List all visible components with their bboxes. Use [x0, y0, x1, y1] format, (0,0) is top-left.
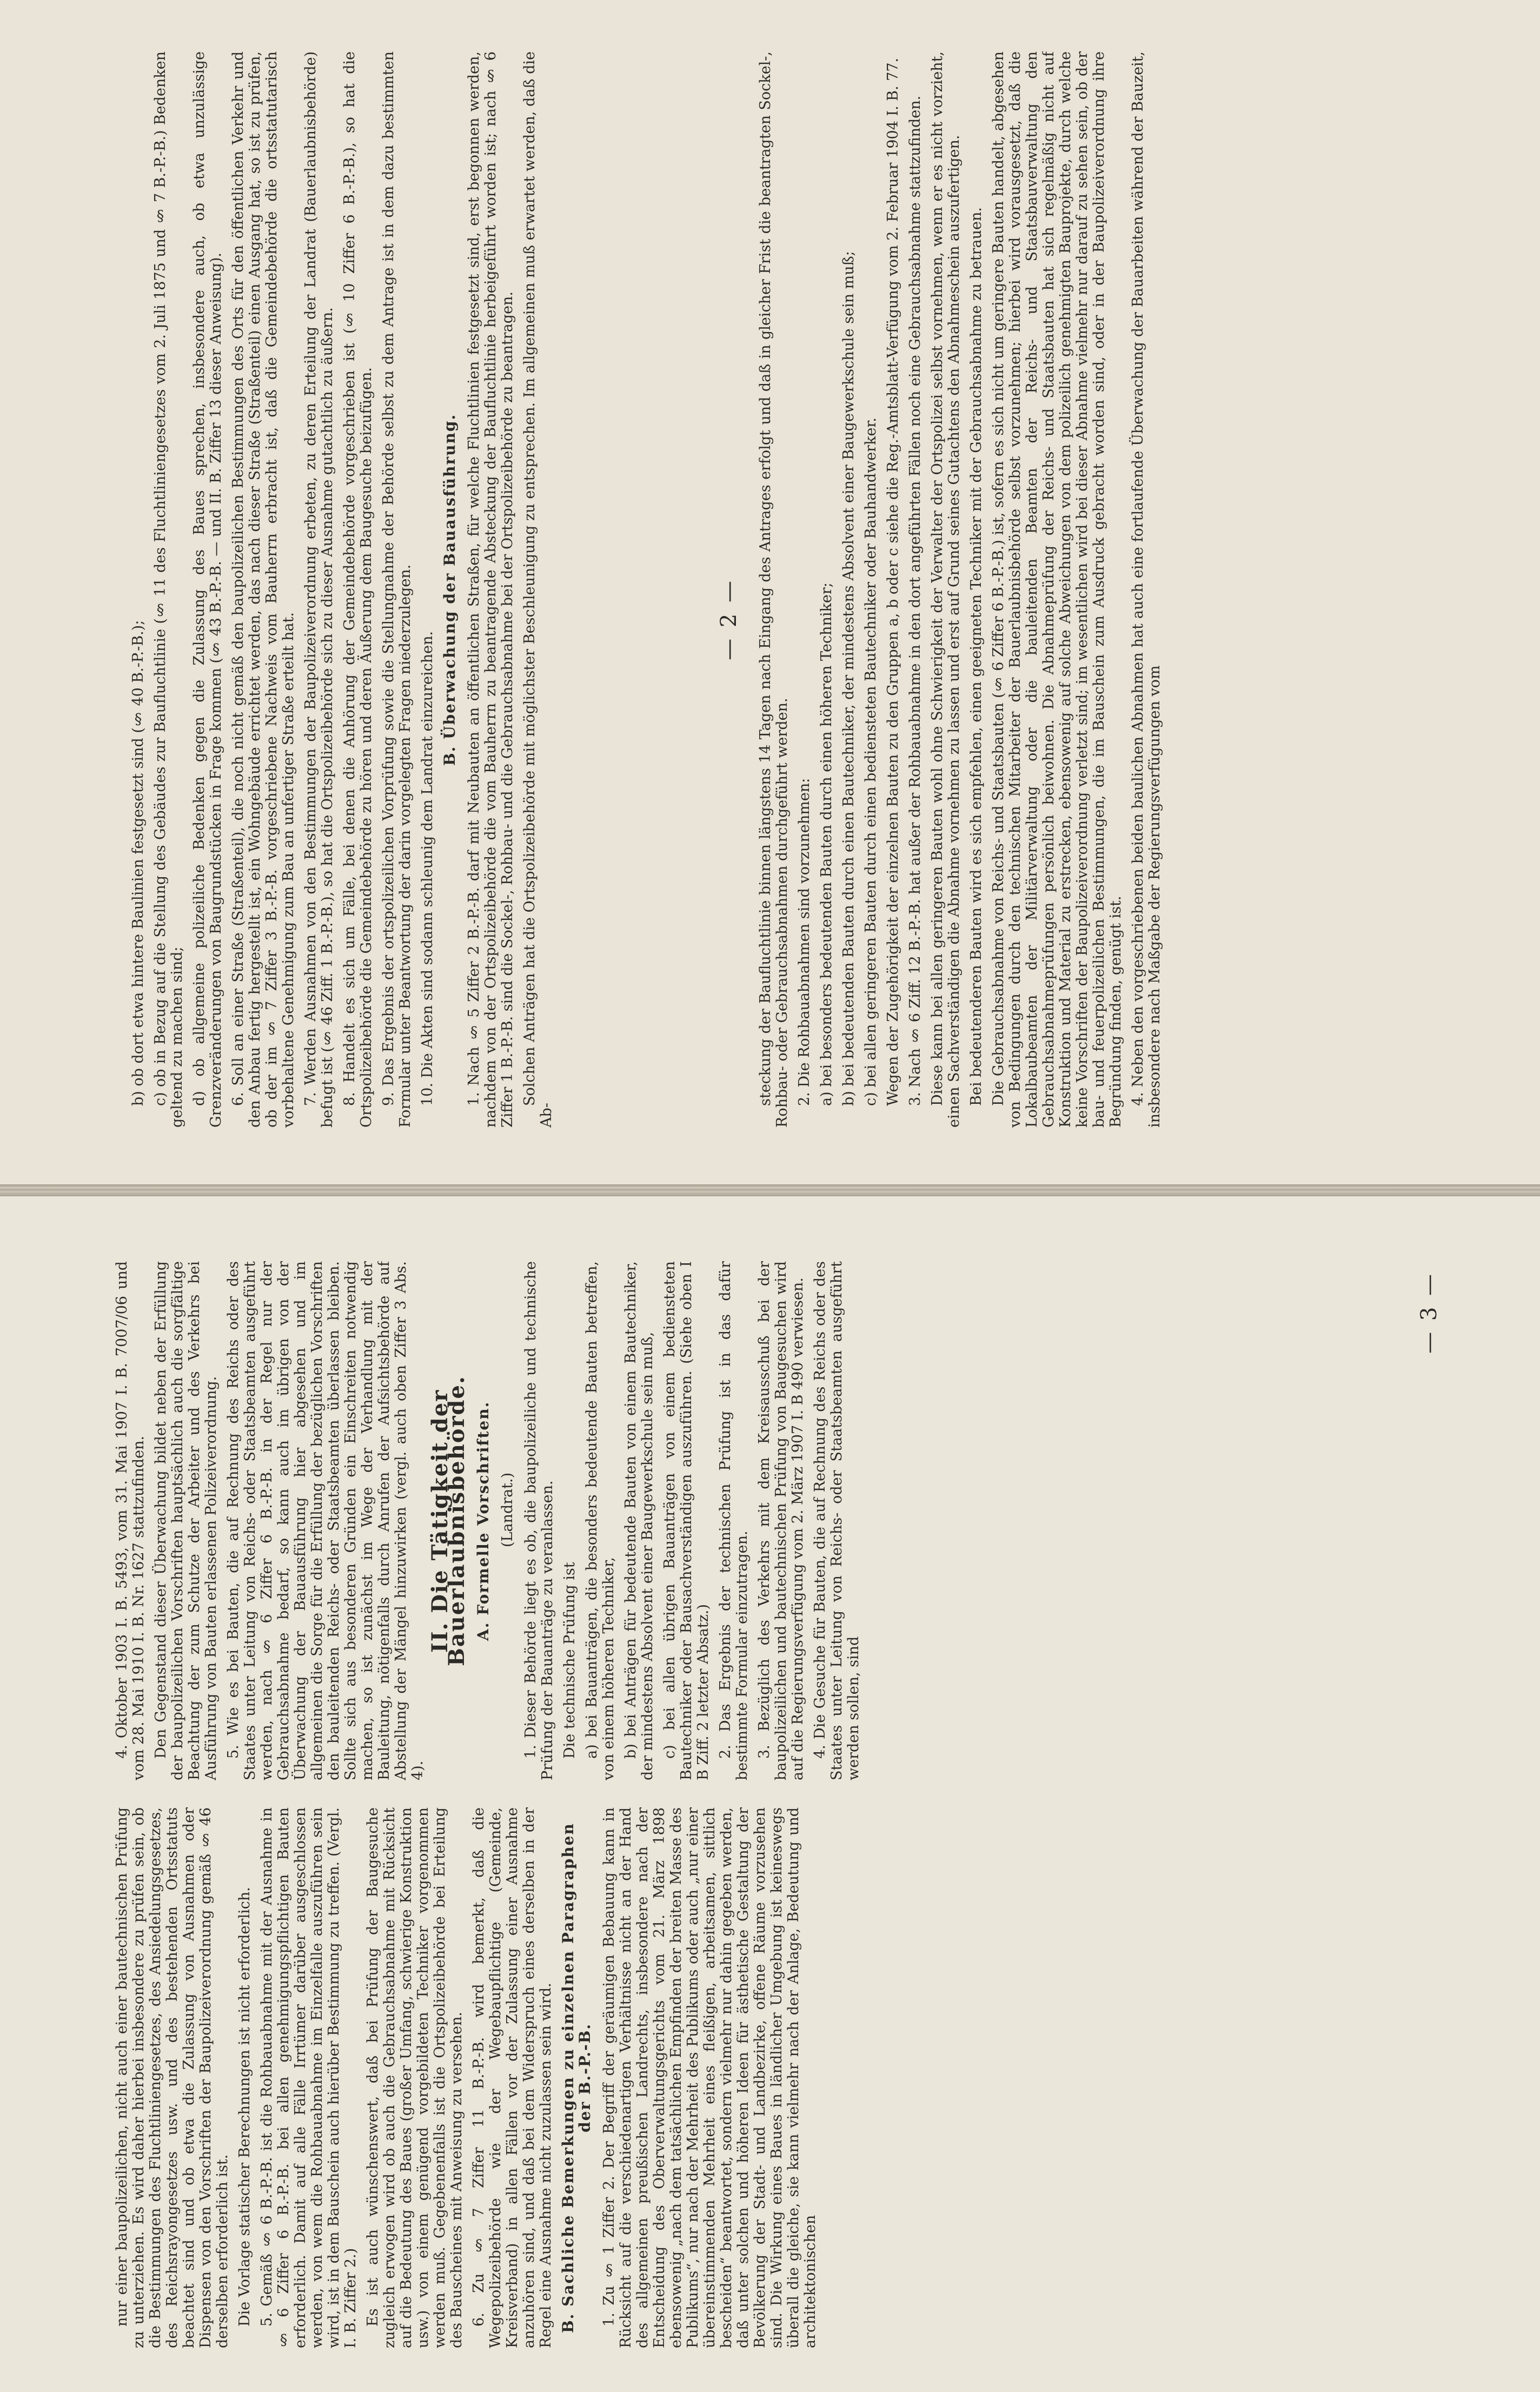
- text-column-left: [114, 1261, 1395, 1780]
- upper-page: [0, 0, 1540, 1185]
- text-column-right: [114, 1807, 1406, 2348]
- paragraph: 8. Handelt es sich um Fälle, bei denen die Anhörung der Gemeindebehörde vorgeschrieben ist (§ 10 Ziffer 6 B.-P.-B.), so hat die Ortspolizeibehörde die Gemeindebehörde zu hören und deren Äußerung dem Baugesuche beizufügen.: [341, 51, 375, 1128]
- paragraph: 2. Das Ergebnis der technischen Prüfung ist in das dafür bestimmte Formular einzutragen.: [717, 1261, 751, 1780]
- paragraph: steckung der Baufluchtlinie binnen längstens 14 Tagen nach Eingang des Antrages erfolgt und daß in gleicher Frist die beantragten Sockel-, Rohbau- oder Gebrauchsabnahmen durchgeführt werden.: [757, 51, 791, 1128]
- paragraph: 6. Zu § 7 Ziffer 11 B.-P.-B. wird bemerkt, daß die Wegepolizeibehörde wie der Wegebaupflichtige (Gemeinde, Kreisverband) in allen Fällen vor der Zulassung einer Ausnahme anzuhören sind, und daß bei dem Widerspruch eines derselben in der Regel eine Ausnahme nicht zuzulassen sein wird.: [470, 1807, 554, 2348]
- paragraph: nur einer baupolizeilichen, nicht auch einer bautechnischen Prüfung zu unterziehen. Es wird daher hierbei insbesondere zu prüfen sein, ob die Bestimmungen des Fluchtliniengesetzes, des Ansiedelungsgesetzes, des Reichsrayongesetzes usw. und des bestehenden Ortsstatuts beachtet sind und ob etwa die Zulassung von Ausnahmen oder Dispensen von den Vorschriften der Baupolizeiverordnung gemäß § 46 derselben erforderlich ist.: [114, 1807, 231, 2348]
- paragraph: Solchen Anträgen hat die Ortspolizeibehörde mit möglichster Beschleunigung zu entsprechen. Im allgemeinen muß erwartet werden, daß die Ab-: [521, 51, 555, 1128]
- paragraph: 3. Bezüglich des Verkehrs mit dem Kreisausschuß bei der baupolizeilichen und bautechnischen Prüfung von Baugesuchen wird auf die Regierungsverfügung vom 2. März 1907 I. B 490 verwiesen.: [756, 1261, 806, 1780]
- paragraph: 1. Nach § 5 Ziffer 2 B.-P.-B. darf mit Neubauten an öffentlichen Straßen, für welche Fluchtlinien festgesetzt sind, erst begonnen werden, nachdem von der Ortspolizeibehörde die vom Bauherrn zu beantragende Absteckung der Baufluchtlinie herbeigeführt worden ist; nach § 6 Ziffer 1 B.-P.-B. sind die Sockel-, Rohbau- und die Gebrauchsabnahme bei der Ortspolizeibehörde zu beantragen.: [466, 51, 516, 1128]
- paragraph: Es ist auch wünschenswert, daß bei Prüfung der Baugesuche zugleich erwogen wird ob auch die Gebrauchsabnahme mit Rücksicht auf die Bedeutung des Baues (großer Umfang, schwierige Konstruktion usw.) von einem genügend vorgebildeten Techniker vorgenommen werden muß. Gegebenenfalls ist die Ortspolizeibehörde bei Erteilung des Bauscheines mit Anweisung zu versehen.: [364, 1807, 465, 2348]
- paragraph: 4. Die Gesuche für Bauten, die auf Rechnung des Reichs oder des Staates unter Leitung von Reichs- oder Staatsbeamten ausgeführt werden sollen, sind: [812, 1261, 862, 1780]
- page-number: — 2 —: [716, 579, 741, 660]
- paragraph: Bei bedeutenderen Bauten wird es sich empfehlen, einen geeigneten Techniker mit der Gebrauchsabnahme zu betrauen.: [968, 207, 985, 1106]
- paragraph: Die Gebrauchsabnahme von Reichs- und Staatsbauten (§ 6 Ziffer 6 B.-P.-B.) ist, sofern es sich nicht um geringere Bauten handelt, abgesehen von Bedingungen durch den technischen Mitarbeiter der Bauerlaubnisbehörde selbst vorzunehmen; hierbei wird vorausgesetzt, daß die Lokalbaubeamten der Militärverwaltung oder die bauleitenden Beamten der Reichs- und Staatsbauverwaltung den Gebrauchsabnahmeprüfungen persönlich beiwohnen. Die Abnahmeprüfung der Reichs- und Staatsbauten hat sich regelmäßig nicht auf Konstruktion und Material zu erstrecken, ebensowenig auf solche Abweichungen von dem polizeilich genehmigten Bauprojekte, durch welche keine Vorschriften der Baupolizeiverordnung verletzt sind; im wesentlichen wird bei dieser Abnahme vielmehr nur darauf zu sehen sein, ob der bau- und feuerpolizeilichen Bestimmungen, die im Bauschein zum Ausdruck gebracht worden sind, oder in der Baupolizeiverordnung ihre Begründung finden, genügt ist.: [990, 51, 1124, 1128]
- paragraph: a) bei Bauanträgen, die besonders bedeutende Bauten betreffen, von einem höheren Techniker,: [583, 1261, 617, 1780]
- paragraph: 1. Dieser Behörde liegt es ob, die baupolizeiliche und technische Prüfung der Bauanträge zu veranlassen.: [522, 1261, 556, 1780]
- text-column-right: [757, 51, 1395, 1128]
- paragraph: 5. Wie es bei Bauten, die auf Rechnung des Reichs oder des Staates unter Leitung von Reichs- oder Staatsbeamten ausgeführt werden, nach § 6 Ziffer 6 B.-P.-B. in der Regel nur der Gebrauchsabnahme bedarf, so kann auch im übrigen von der Überwachung der Bauausführung hier abgesehen und im allgemeinen die Sorge für die Erfüllung der bezüglichen Vorschriften den bauleitenden Reichs- oder Staatsbeamten überlassen bleiben. Sollte sich aus besonderen Gründen ein Einschreiten notwendig machen, so ist zunächst im Wege der Verhandlung mit der Bauleitung, nötigenfalls durch Anrufen der Aufsichtsbehörde auf Abstellung der Mängel hinzuwirken (vergl. auch oben Ziffer 3 Abs. 4).: [225, 1261, 426, 1780]
- paragraph: Die Vorlage statischer Berechnungen ist nicht erforderlich.: [236, 1887, 253, 2327]
- paragraph: 4. Oktober 1903 I. B. 5493, vom 31. Mai 1907 I. B. 7007/06 und vom 28. Mai 1910 I. B. Nr. 1627 stattzufinden.: [114, 1261, 147, 1780]
- paragraph: Den Gegenstand dieser Überwachung bildet neben der Erfüllung der baupolizeilichen Vorschriften hauptsächlich auch die sorgfältige Beachtung der zum Schutze der Arbeiter und des Verkehrs bei Ausführung von Bauten erlassenen Polizeiverordnung.: [152, 1261, 220, 1780]
- page-number: — 3 —: [1417, 1272, 1442, 1354]
- paragraph: 9. Das Ergebnis der ortspolizeilichen Vorprüfung sowie die Stellungnahme der Behörde selbst zu dem Antrage ist in dem dazu bestimmten Formular unter Beantwortung der darin vorgelegten Fragen niederzulegen.: [380, 51, 414, 1128]
- paragraph: a) bei besonders bedeutenden Bauten durch einen höheren Techniker;: [818, 582, 835, 1106]
- paragraph: 2. Die Rohbauabnahmen sind vorzunehmen:: [796, 778, 813, 1106]
- paragraph: 6. Soll an einer Straße (Straßenteil), die noch nicht gemäß den baupolizeilichen Bestimmungen des Orts für den öffentlichen Verkehr und den Anbau fertig hergestellt ist, ein Wohngebäude errichtet werden, das nach dieser Straße (Straßenteil) einen Ausgang hat, so ist zu prüfen, ob der im § 7 Ziffer 3 B.-P.-B. vorgeschriebene Nachweis vom Bauherrn erbracht ist, daß die Gemeindebehörde die ortsstatutarisch vorbehaltene Genehmigung zum Bau an unfertiger Straße erteilt hat.: [230, 51, 297, 1128]
- subheading: (Landrat.): [499, 1472, 516, 1548]
- paragraph: 3. Nach § 6 Ziff. 12 B.-P.-B. hat außer der Rohbauabnahme in den dort angeführten Fällen noch eine Gebrauchsabnahme stattzufinden.: [907, 95, 924, 1106]
- paragraph: 10. Die Akten sind sodann schleunig dem Landrat einzureichen.: [419, 631, 436, 1106]
- paragraph: b) ob dort etwa hintere Baulinien festgesetzt sind (§ 40 B.-P.-B.);: [130, 620, 147, 1106]
- paragraph: c) ob in Bezug auf die Stellung des Gebäudes zur Baufluchtlinie (§ 11 des Fluchtliniengesetzes vom 2. Juli 1875 und § 7 B.-P.-B.) Bedenken geltend zu machen sind;: [152, 51, 185, 1128]
- paragraph: c) bei allen geringeren Bauten durch einen bediensteten Bautechniker oder Bauhandwerker.: [862, 417, 879, 1106]
- page-fold-divider: [0, 1187, 1540, 1192]
- paragraph: 7. Werden Ausnahmen von den Bestimmungen der Baupolizeiverordnung erbeten, zu deren Erteilung der Landrat (Bauerlaubnisbehörde) befugt ist (§ 46 Ziff. 1 B.-P.-B.), so hat die Ortspolizeibehörde sich zu dieser Ausnahme gutachtlich zu äußern.: [302, 51, 336, 1128]
- paragraph: d) ob allgemeine polizeiliche Bedenken gegen die Zulassung des Baues sprechen, insbesondere auch, ob etwa unzulässige Grenzveränderungen von Baugrundstücken in Frage kommen (§ 43 B.-P.-B. — und II. B. Ziffer 13 dieser Anweisung).: [191, 51, 224, 1128]
- text-column-left: [130, 51, 725, 1128]
- paragraph: 1. Zu § 1 Ziffer 2. Der Begriff der geräumigen Bebauung kann in Rücksicht auf die verschiedenartigen Verhältnisse nicht an der Hand des allgemeinen preußischen Landrechts, insbesondere nach der Entscheidung des Oberverwaltungsgerichts vom 21. März 1898 ebensowenig „nach dem tatsächlichen Empfinden der breiten Masse des Publikums“, nur nach der Mehrheit des Publikums oder auch „nur einer übereinstimmenden Mehrheit eines fleißigen, arbeitsamen, sittlich bescheiden“ beantwortet, sondern vielmehr nur dahin gegeben werden, daß unter solchen und höheren Ideen für ästhetische Gestaltung der Bevölkerung der Stadt- und Landbezirke, offene Räume vorzusehen sind. Die Wirkung eines Baues in ländlicher Umgebung ist keineswegs überall die gleiche, sie kann vielmehr nach der Anlage, Bedeutung und architektonischen: [601, 1807, 819, 2348]
- section-heading: B. Sachliche Bemerkungen zu einzelnen Paragraphen der B.-P.-B.: [559, 1823, 594, 2333]
- paragraph: c) bei allen übrigen Bauanträgen von einem bediensteten Bautechniker oder Bausachverständigen auszuführen. (Siehe oben I B Ziff. 2 letzter Absatz.): [661, 1261, 712, 1780]
- section-heading: B. Überwachung der Bauausführung.: [441, 413, 459, 766]
- section-heading: A. Formelle Vorschriften.: [474, 1401, 492, 1641]
- paragraph: 4. Neben den vorgeschriebenen beiden baulichen Abnahmen hat auch eine fortlaufende Überwachung der Bauarbeiten während der Bauzeit, insbesondere nach Maßgabe der Regierungsverfügungen vom: [1130, 51, 1163, 1128]
- paragraph: 5. Gemäß § 6 B.-P.-B. ist die Rohbauabnahme mit der Ausnahme in § 6 Ziffer 6 B.-P.-B. bei allen genehmigungspflichtigen Bauten erforderlich. Damit auf alle Fälle Irrtümer darüber ausgeschlossen werden, von wem die Rohbauabnahme im Einzelfalle auszuführen sein wird, ist in dem Bauschein auch hierüber Bestimmung zu treffen. (Vergl. I. B. Ziffer 2.): [258, 1807, 359, 2348]
- paragraph: Die technische Prüfung ist: [561, 1562, 578, 1759]
- paragraph: b) bei bedeutenden Bauten durch einen Bautechniker, der mindestens Absolvent einer Baugewerkschule sein muß;: [840, 251, 857, 1106]
- paragraph: b) bei Anträgen für bedeutende Bauten von einem Bautechniker, der mindestens Absolvent einer Baugewerkschule sein muß,: [622, 1261, 656, 1780]
- lower-page: [0, 1195, 1540, 2392]
- section-heading: II. Die Tätigkeit der Bauerlaubnisbehörde.: [427, 1375, 469, 1666]
- paragraph: Wegen der Zugehörigkeit der einzelnen Bauten zu den Gruppen a, b oder c siehe die Reg.-Amtsblatt-Verfügung vom 2. Februar 1904 I. B. 77.: [885, 57, 901, 1106]
- paragraph: Diese kann bei allen geringeren Bauten wohl ohne Schwierigkeit der Verwalter der Ortspolizei selbst vornehmen, wenn er es nicht vorzieht, einen Sachverständigen die Abnahme vornehmen zu lassen und erst auf Grund seines Gutachtens den Abnahmeschein auszufertigen.: [929, 51, 962, 1128]
